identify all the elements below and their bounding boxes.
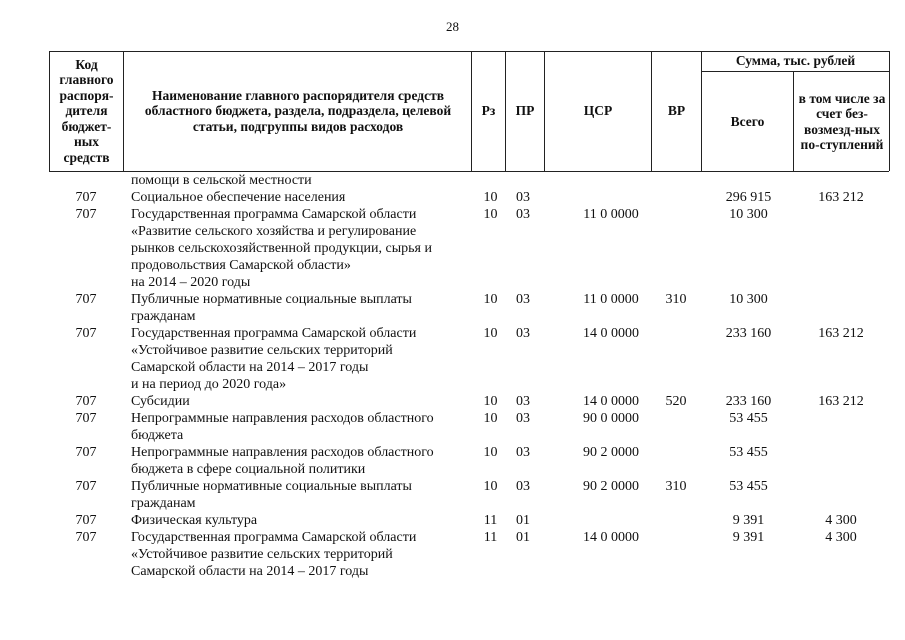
- cell-gratuitous: 4 300: [825, 530, 857, 545]
- col-line: [889, 51, 890, 171]
- cell-code: 707: [75, 411, 97, 426]
- cell-total: 296 915: [725, 190, 772, 205]
- cell-code: 707: [75, 513, 97, 528]
- cell-vr: 310: [665, 292, 687, 307]
- cell-total: 233 160: [725, 326, 772, 341]
- cell-name: Публичные нормативные социальные выплаты гражданам: [131, 292, 412, 324]
- table-body: [49, 172, 889, 580]
- header-csr: ЦСР: [583, 103, 613, 119]
- cell-name: Непрограммные направления расходов областного бюджета в сфере социальной политики: [131, 445, 434, 477]
- cell-pr: 03: [516, 445, 530, 460]
- cell-pr: 03: [516, 394, 530, 409]
- cell-rz: 10: [483, 479, 498, 494]
- header-pr: ПР: [515, 103, 535, 119]
- col-line: [123, 51, 124, 171]
- cell-name: Государственная программа Самарской области «Устойчивое развитие сельских территорий Самарской области на 2014 – 2017 годы и на период до 2020 года»: [131, 326, 417, 392]
- cell-total: 53 455: [729, 445, 768, 460]
- cell-gratuitous: 4 300: [825, 513, 857, 528]
- table-row: [49, 206, 889, 291]
- cell-csr: 90 2 0000: [583, 479, 639, 494]
- cell-pr: 01: [516, 530, 530, 545]
- cell-pr: 03: [516, 326, 530, 341]
- cell-gratuitous: 163 212: [818, 326, 864, 341]
- table-row: [49, 291, 889, 325]
- table-row: [49, 393, 889, 410]
- cell-rz: 10: [483, 292, 498, 307]
- cell-name: Государственная программа Самарской области «Устойчивое развитие сельских территорий Самарской области на 2014 – 2017 годы: [131, 530, 417, 579]
- cell-total: 53 455: [729, 411, 768, 426]
- table-row: [49, 325, 889, 393]
- cell-total: 9 391: [732, 530, 765, 545]
- cell-rz: 11: [483, 513, 498, 528]
- table-row: [49, 172, 889, 189]
- header-name: Наименование главного распорядителя средств областного бюджета, раздела, подраздела, целевой статьи, подгруппы видов расходов: [144, 87, 452, 134]
- header-code: Код главного распоря-дителя бюджет-ных средств: [59, 56, 114, 165]
- cell-csr: 90 0 0000: [583, 411, 639, 426]
- cell-pr: 01: [516, 513, 530, 528]
- cell-name: Непрограммные направления расходов областного бюджета: [131, 411, 434, 443]
- cell-csr: 11 0 0000: [583, 207, 639, 222]
- cell-code: 707: [75, 479, 97, 494]
- cell-name: Публичные нормативные социальные выплаты гражданам: [131, 479, 412, 511]
- cell-rz: 10: [483, 411, 498, 426]
- cell-pr: 03: [516, 207, 530, 222]
- cell-csr: 14 0 0000: [583, 326, 639, 341]
- cell-pr: 03: [516, 411, 530, 426]
- cell-rz: 10: [483, 207, 498, 222]
- cell-csr: 90 2 0000: [583, 445, 639, 460]
- cell-total: 10 300: [729, 292, 768, 307]
- cell-total: 9 391: [732, 513, 765, 528]
- cell-pr: 03: [516, 292, 530, 307]
- table-row: [49, 444, 889, 478]
- cell-name: Субсидии: [131, 394, 190, 409]
- cell-rz: 10: [483, 445, 498, 460]
- header-total: Всего: [730, 113, 765, 129]
- cell-name: Социальное обеспечение населения: [131, 190, 346, 205]
- table-row: [49, 189, 889, 206]
- cell-total: 233 160: [725, 394, 772, 409]
- cell-pr: 03: [516, 190, 530, 205]
- cell-csr: 14 0 0000: [583, 394, 639, 409]
- cell-code: 707: [75, 190, 97, 205]
- header-rz: Рз: [481, 103, 496, 119]
- table-row: [49, 529, 889, 580]
- cell-vr: 520: [665, 394, 687, 409]
- cell-gratuitous: 163 212: [818, 394, 864, 409]
- cell-csr: 14 0 0000: [583, 530, 639, 545]
- cell-code: 707: [75, 326, 97, 341]
- cell-code: 707: [75, 530, 97, 545]
- cell-code: 707: [75, 445, 97, 460]
- table-row: [49, 410, 889, 444]
- cell-gratuitous: 163 212: [818, 190, 864, 205]
- header-gratuitous: в том числе за счет без-возмезд-ных по-ступлений: [798, 90, 886, 152]
- header-vr: ВР: [667, 103, 686, 119]
- cell-code: 707: [75, 394, 97, 409]
- cell-code: 707: [75, 292, 97, 307]
- cell-code: 707: [75, 207, 97, 222]
- cell-rz: 10: [483, 326, 498, 341]
- col-line: [793, 71, 794, 171]
- header-sum: Сумма, тыс. рублей: [735, 53, 856, 69]
- cell-rz: 10: [483, 190, 498, 205]
- cell-vr: 310: [665, 479, 687, 494]
- cell-rz: 11: [483, 530, 498, 545]
- cell-name: Физическая культура: [131, 513, 258, 528]
- table-row: [49, 478, 889, 512]
- cell-csr: 11 0 0000: [583, 292, 639, 307]
- page-number: 28: [446, 19, 459, 34]
- cell-rz: 10: [483, 394, 498, 409]
- table-header: [49, 51, 889, 171]
- cell-pr: 03: [516, 479, 530, 494]
- cell-total: 53 455: [729, 479, 768, 494]
- cell-total: 10 300: [729, 207, 768, 222]
- table-row: [49, 512, 889, 529]
- cell-name: Государственная программа Самарской области «Развитие сельского хозяйства и регулирование рынков сельскохозяйственной продукции, сырья и продовольствия Самарской области» на 2014 – 2020 годы: [131, 207, 432, 290]
- cell-name: помощи в сельской местности: [131, 173, 312, 188]
